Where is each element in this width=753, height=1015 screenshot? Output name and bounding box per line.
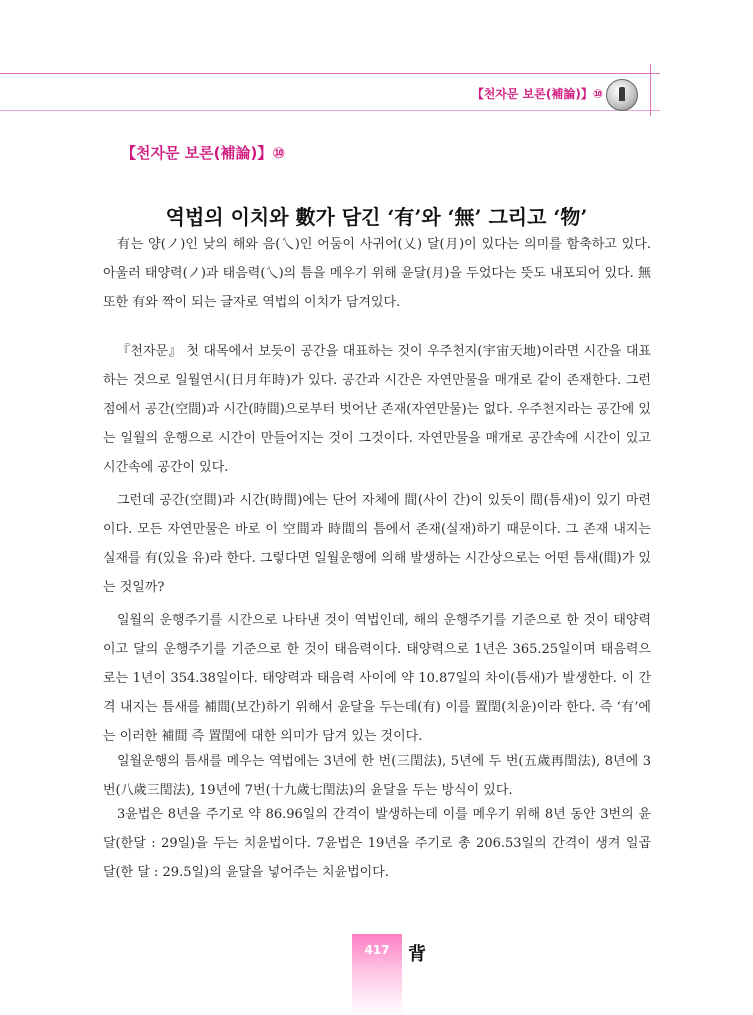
footer-side-character: 背 — [408, 944, 426, 965]
paragraph-2: 『천자문』 첫 대목에서 보듯이 공간을 대표하는 것이 우주천지(宇宙天地)이라면 시간을 대표하는 것으로 일월연시(日月年時)가 있다. 공간과 시간은 자연만물을 매개로 같이 존재한다. 그런 점에서 공간(空間)과 시간(時間)으로부터 벗어난 존재(자연만물)는 없다. 우주천지라는 공간에 있는 일월의 운행으로 시간이 만들어지는 것이 그것이다. 자연만물을 매개로 공간속에 시간이 있고 시간속에 공간이 있다. — [103, 344, 651, 475]
paragraph-6: 3윤법은 8년을 주기로 약 86.96일의 간격이 발생하는데 이를 메우기 위해 8년 동안 3번의 윤달(한달 : 29일)을 두는 치윤법이다. 7윤법은 19년을 주기로 총 206.53일의 간격이 생겨 일곱 달(한 달 : 29.5일)의 윤달을 넣어주는 치윤법이다. — [103, 807, 651, 880]
article-heading: 역법의 이치와 數가 담긴 ‘有’와 ‘無’ 그리고 ‘物’ — [165, 205, 588, 229]
paragraph-5: 일월운행의 틈새를 메우는 역법에는 3년에 한 번(三閏法), 5년에 두 번(五歲再閏法), 8년에 3번(八歲三閏法), 19년에 7번(十九歲七閏法)의 윤달을 두는 방식이 있다. — [103, 754, 651, 798]
section-title: 【천자문 보론(補論)】⑩ — [121, 144, 286, 162]
paragraph-3: 그런데 공간(空間)과 시간(時間)에는 단어 자체에 間(사이 간)이 있듯이 間(틈새)이 있기 마련이다. 모든 자연만물은 바로 이 空間과 時間의 틈에서 존재(실재)하기 때문이다. 그 존재 내지는 실재를 有(있을 유)라 한다. 그렇다면 일월운행에 의해 발생하는 시간상으로는 어떤 틈새(間)가 있는 것일까? — [103, 493, 651, 595]
header-rule-top — [0, 73, 660, 74]
lamp-emblem-icon — [606, 79, 638, 111]
page-number: 417 — [364, 943, 390, 957]
running-header-title: 【천자문 보론(補論)】⑩ — [471, 87, 603, 101]
paragraph-4: 일월의 운행주기를 시간으로 나타낸 것이 역법인데, 해의 운행주기를 기준으로 한 것이 태양력이고 달의 운행주기를 기준으로 한 것이 태음력이다. 태양력으로 1년은 365.25일이며 태음력으로는 1년이 354.38일이다. 태양력과 태음력 사이에 약 10.87일의 차이(틈새)가 발생한다. 이 간격 내지는 틈새를 補間(보간)하기 위해서 윤달을 두는데(有) 이를 置閏(치윤)이라 한다. 즉 ‘有’에는 이러한 補間 즉 置閏에 대한 의미가 담겨 있는 것이다. — [103, 613, 651, 744]
paragraph-1: 有는 양(ノ)인 낮의 해와 음(乀)인 어둠이 사귀어(乂) 달(月)이 있다는 의미를 함축하고 있다. 아울러 태양력(ノ)과 태음력(乀)의 틈을 메우기 위해 윤달(月)을 두었다는 뜻도 내포되어 있다. 無 또한 有와 짝이 되는 글자로 역법의 이치가 담겨있다. — [103, 237, 651, 310]
header-rule-bottom — [0, 110, 660, 111]
header-vertical-rule — [650, 64, 651, 116]
